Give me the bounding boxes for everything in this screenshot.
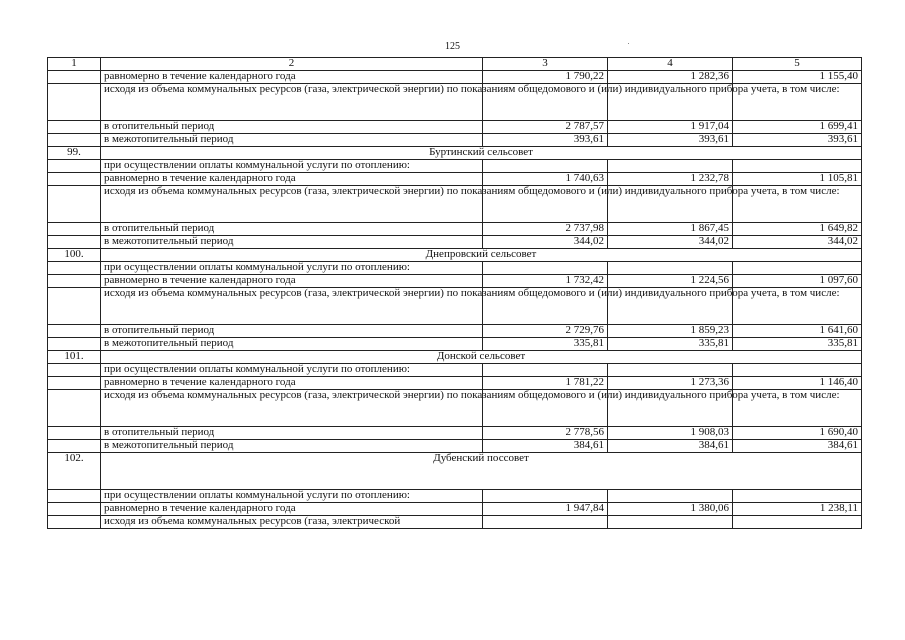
- row-label: в отопительный период: [101, 324, 483, 337]
- value-col-5: 1 155,40: [733, 70, 862, 83]
- value-col-3: 344,02: [483, 235, 608, 248]
- row-label: исходя из объема коммунальных ресурсов (газа, электрической: [101, 515, 483, 528]
- value-col-5: 1 105,81: [733, 172, 862, 185]
- row-number: [48, 70, 101, 83]
- table-row: [48, 363, 862, 376]
- row-number: [48, 274, 101, 287]
- value-col-5: 1 146,40: [733, 376, 862, 389]
- value-col-5: 384,61: [733, 439, 862, 452]
- value-col-4: [608, 261, 733, 274]
- header-row: [48, 58, 862, 71]
- value-col-5: 1 699,41: [733, 120, 862, 133]
- value-col-4: 1 273,36: [608, 376, 733, 389]
- table-row: [48, 515, 862, 528]
- value-col-5: [733, 159, 862, 172]
- row-label: в межотопительный период: [101, 235, 483, 248]
- row-label: в отопительный период: [101, 426, 483, 439]
- value-col-4: 1 917,04: [608, 120, 733, 133]
- value-col-3: 2 778,56: [483, 426, 608, 439]
- section-title: Донской сельсовет: [101, 350, 862, 363]
- section-row: [48, 248, 862, 261]
- table-row: [48, 324, 862, 337]
- value-col-5: [733, 489, 862, 502]
- value-col-4: 393,61: [608, 133, 733, 146]
- table-row: [48, 159, 862, 172]
- section-title: Днепровский сельсовет: [101, 248, 862, 261]
- row-number: [48, 120, 101, 133]
- value-col-3: 335,81: [483, 337, 608, 350]
- tariff-table: [47, 57, 862, 529]
- row-number: [48, 324, 101, 337]
- value-col-3: 2 737,98: [483, 222, 608, 235]
- row-label: исходя из объема коммунальных ресурсов (газа, электрической энергии) по показаниям общедомового и (или) индивидуального прибора учета, в том числе:: [101, 287, 483, 324]
- table-row: [48, 337, 862, 350]
- value-col-4: 1 380,06: [608, 502, 733, 515]
- row-number: [48, 287, 101, 324]
- section-number: 99.: [48, 146, 101, 159]
- header-cell-3: 3: [483, 58, 608, 71]
- value-col-4: [608, 515, 733, 528]
- section-number: 100.: [48, 248, 101, 261]
- row-number: [48, 363, 101, 376]
- value-col-4: 1 908,03: [608, 426, 733, 439]
- row-label: при осуществлении оплаты коммунальной услуги по отоплению:: [101, 261, 483, 274]
- value-col-3: 393,61: [483, 133, 608, 146]
- value-col-4: 1 867,45: [608, 222, 733, 235]
- table-row: [48, 502, 862, 515]
- value-col-3: [483, 261, 608, 274]
- table-row: [48, 376, 862, 389]
- table-row: [48, 133, 862, 146]
- table-row: [48, 389, 862, 426]
- row-number: [48, 426, 101, 439]
- value-col-4: [608, 363, 733, 376]
- row-label: при осуществлении оплаты коммунальной услуги по отоплению:: [101, 159, 483, 172]
- section-number: 101.: [48, 350, 101, 363]
- value-col-4: 335,81: [608, 337, 733, 350]
- row-number: [48, 172, 101, 185]
- value-col-3: 1 732,42: [483, 274, 608, 287]
- row-number: [48, 389, 101, 426]
- value-col-5: [733, 363, 862, 376]
- row-label: равномерно в течение календарного года: [101, 70, 483, 83]
- table-row: [48, 172, 862, 185]
- table-row: [48, 70, 862, 83]
- value-col-5: [733, 261, 862, 274]
- value-col-4: 1 224,56: [608, 274, 733, 287]
- value-col-3: 1 740,63: [483, 172, 608, 185]
- value-col-3: [483, 159, 608, 172]
- row-label: при осуществлении оплаты коммунальной услуги по отоплению:: [101, 489, 483, 502]
- table-row: [48, 222, 862, 235]
- value-col-3: 2 729,76: [483, 324, 608, 337]
- row-number: [48, 159, 101, 172]
- value-col-4: [608, 489, 733, 502]
- value-col-5: [733, 515, 862, 528]
- value-col-4: 1 859,23: [608, 324, 733, 337]
- row-label: исходя из объема коммунальных ресурсов (газа, электрической энергии) по показаниям общедомового и (или) индивидуального прибора учета, в том числе:: [101, 185, 483, 222]
- row-number: [48, 235, 101, 248]
- value-col-3: [483, 363, 608, 376]
- value-col-3: 1 790,22: [483, 70, 608, 83]
- header-cell-2: 2: [101, 58, 483, 71]
- section-title: Буртинский сельсовет: [101, 146, 862, 159]
- table-row: [48, 489, 862, 502]
- row-number: [48, 222, 101, 235]
- row-label: исходя из объема коммунальных ресурсов (газа, электрической энергии) по показаниям общедомового и (или) индивидуального прибора учета, в том числе:: [101, 83, 483, 120]
- row-label: в межотопительный период: [101, 337, 483, 350]
- row-label: в межотопительный период: [101, 439, 483, 452]
- row-label: исходя из объема коммунальных ресурсов (газа, электрической энергии) по показаниям общедомового и (или) индивидуального прибора учета, в том числе:: [101, 389, 483, 426]
- value-col-4: 1 232,78: [608, 172, 733, 185]
- section-number: 102.: [48, 452, 101, 489]
- value-col-3: 384,61: [483, 439, 608, 452]
- row-number: [48, 439, 101, 452]
- value-col-5: 1 238,11: [733, 502, 862, 515]
- section-row: [48, 146, 862, 159]
- table-row: [48, 287, 862, 324]
- row-label: при осуществлении оплаты коммунальной услуги по отоплению:: [101, 363, 483, 376]
- table-row: [48, 426, 862, 439]
- value-col-5: 335,81: [733, 337, 862, 350]
- value-col-3: [483, 515, 608, 528]
- table-row: [48, 83, 862, 120]
- value-col-4: 384,61: [608, 439, 733, 452]
- row-number: [48, 185, 101, 222]
- table-row: [48, 235, 862, 248]
- header-cell-1: 1: [48, 58, 101, 71]
- row-label: равномерно в течение календарного года: [101, 502, 483, 515]
- row-number: [48, 337, 101, 350]
- table-row: [48, 185, 862, 222]
- section-row: [48, 350, 862, 363]
- row-number: [48, 133, 101, 146]
- table-row: [48, 274, 862, 287]
- row-number: [48, 261, 101, 274]
- row-number: [48, 502, 101, 515]
- section-title: Дубенский поссовет: [101, 452, 862, 489]
- table-row: [48, 120, 862, 133]
- value-col-5: 393,61: [733, 133, 862, 146]
- row-label: в межотопительный период: [101, 133, 483, 146]
- page-number: 125: [445, 41, 460, 52]
- section-row: [48, 452, 862, 489]
- row-label: в отопительный период: [101, 222, 483, 235]
- table-row: [48, 439, 862, 452]
- value-col-3: 2 787,57: [483, 120, 608, 133]
- value-col-5: 1 641,60: [733, 324, 862, 337]
- header-cell-4: 4: [608, 58, 733, 71]
- value-col-5: 1 649,82: [733, 222, 862, 235]
- value-col-4: [608, 159, 733, 172]
- value-col-3: [483, 489, 608, 502]
- value-col-5: 344,02: [733, 235, 862, 248]
- row-number: [48, 376, 101, 389]
- value-col-5: 1 097,60: [733, 274, 862, 287]
- value-col-3: 1 781,22: [483, 376, 608, 389]
- scan-speck: [628, 43, 629, 44]
- table-row: [48, 261, 862, 274]
- value-col-4: 344,02: [608, 235, 733, 248]
- row-number: [48, 83, 101, 120]
- row-label: в отопительный период: [101, 120, 483, 133]
- value-col-5: 1 690,40: [733, 426, 862, 439]
- row-label: равномерно в течение календарного года: [101, 274, 483, 287]
- row-label: равномерно в течение календарного года: [101, 376, 483, 389]
- value-col-4: 1 282,36: [608, 70, 733, 83]
- row-number: [48, 489, 101, 502]
- value-col-3: 1 947,84: [483, 502, 608, 515]
- header-cell-5: 5: [733, 58, 862, 71]
- row-label: равномерно в течение календарного года: [101, 172, 483, 185]
- row-number: [48, 515, 101, 528]
- table-body: [48, 70, 862, 528]
